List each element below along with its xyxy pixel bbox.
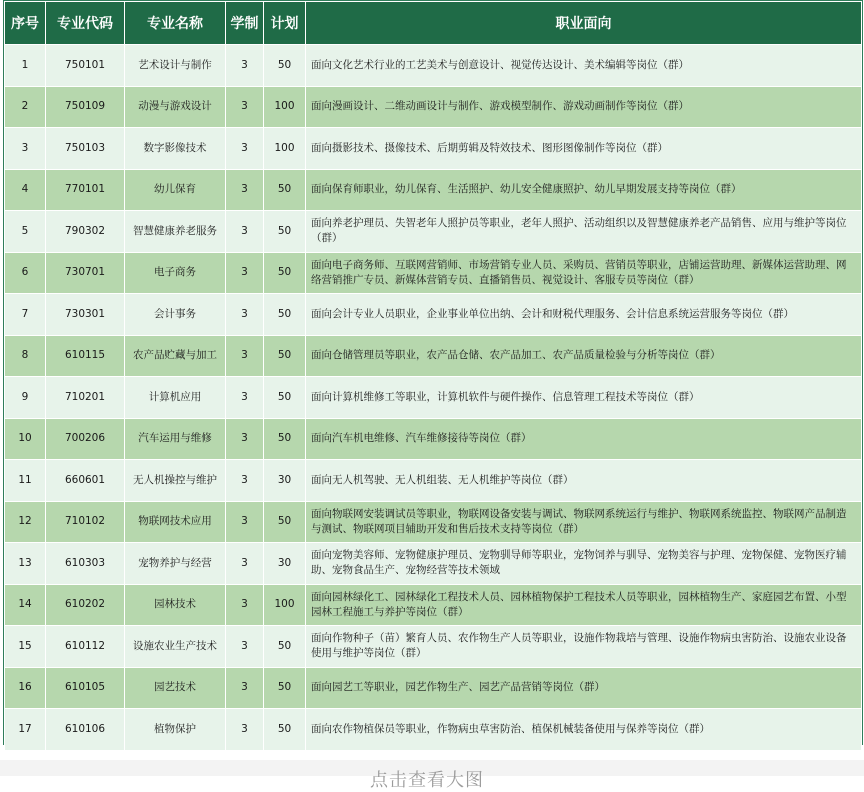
cell-major-name: 植物保护 [125, 709, 226, 751]
cell-career: 面向保育师职业，幼儿保育、生活照护、幼儿安全健康照护、幼儿早期发展支持等岗位（群） [306, 169, 862, 211]
cell-major-name: 智慧健康养老服务 [125, 211, 226, 253]
view-large-image-link[interactable]: 点击查看大图 [370, 770, 484, 791]
cell-no: 8 [5, 335, 46, 377]
cell-major-name: 宠物养护与经营 [125, 543, 226, 585]
cell-career: 面向文化艺术行业的工艺美术与创意设计、视觉传达设计、美术编辑等岗位（群） [306, 45, 862, 87]
cell-years: 3 [226, 45, 264, 87]
cell-no: 17 [5, 709, 46, 751]
cell-code: 610115 [46, 335, 125, 377]
cell-code: 660601 [46, 460, 125, 502]
cell-no: 1 [5, 45, 46, 87]
cell-code: 700206 [46, 418, 125, 460]
cell-major-name: 艺术设计与制作 [125, 45, 226, 87]
cell-major-name: 幼儿保育 [125, 169, 226, 211]
cell-years: 3 [226, 460, 264, 502]
table-header-row [5, 2, 862, 45]
cell-career: 面向园艺工等职业，园艺作物生产、园艺产品营销等岗位（群） [306, 667, 862, 709]
cell-code: 610105 [46, 667, 125, 709]
cell-code: 750109 [46, 86, 125, 128]
table-row [5, 667, 862, 709]
cell-no: 13 [5, 543, 46, 585]
table-row [5, 709, 862, 751]
cell-code: 610303 [46, 543, 125, 585]
cell-no: 7 [5, 294, 46, 336]
table-row [5, 335, 862, 377]
cell-plan: 50 [264, 501, 306, 543]
table-row [5, 128, 862, 170]
header-plan: 计划 [264, 2, 306, 45]
cell-plan: 50 [264, 335, 306, 377]
cell-plan: 50 [264, 294, 306, 336]
cell-plan: 100 [264, 128, 306, 170]
table-row [5, 418, 862, 460]
table-row [5, 211, 862, 253]
cell-years: 3 [226, 335, 264, 377]
cell-major-name: 设施农业生产技术 [125, 626, 226, 668]
cell-no: 14 [5, 584, 46, 626]
enrollment-table-container [3, 0, 863, 745]
cell-no: 16 [5, 667, 46, 709]
cell-no: 5 [5, 211, 46, 253]
cell-plan: 50 [264, 667, 306, 709]
cell-plan: 50 [264, 418, 306, 460]
table-row [5, 377, 862, 419]
cell-no: 6 [5, 252, 46, 294]
cell-plan: 30 [264, 460, 306, 502]
cell-years: 3 [226, 543, 264, 585]
cell-code: 790302 [46, 211, 125, 253]
cell-code: 610112 [46, 626, 125, 668]
cell-code: 770101 [46, 169, 125, 211]
cell-plan: 30 [264, 543, 306, 585]
table-row [5, 626, 862, 668]
table-row [5, 294, 862, 336]
table-row [5, 501, 862, 543]
cell-years: 3 [226, 86, 264, 128]
cell-career: 面向作物种子（苗）繁育人员、农作物生产人员等职业，设施作物栽培与管理、设施作物病虫害防治、设施农业设备使用与维护等岗位（群） [306, 626, 862, 668]
cell-years: 3 [226, 418, 264, 460]
cell-years: 3 [226, 252, 264, 294]
cell-career: 面向汽车机电维修、汽车维修接待等岗位（群） [306, 418, 862, 460]
cell-code: 750101 [46, 45, 125, 87]
cell-major-name: 汽车运用与维修 [125, 418, 226, 460]
cell-plan: 100 [264, 86, 306, 128]
table-row [5, 169, 862, 211]
cell-major-name: 园林技术 [125, 584, 226, 626]
cell-plan: 50 [264, 211, 306, 253]
enrollment-table [4, 1, 862, 751]
header-no: 序号 [5, 2, 46, 45]
table-row [5, 460, 862, 502]
cell-career: 面向计算机维修工等职业，计算机软件与硬件操作、信息管理工程技术等岗位（群） [306, 377, 862, 419]
cell-major-name: 动漫与游戏设计 [125, 86, 226, 128]
cell-plan: 100 [264, 584, 306, 626]
cell-major-name: 物联网技术应用 [125, 501, 226, 543]
cell-no: 4 [5, 169, 46, 211]
cell-career: 面向农作物植保员等职业，作物病虫草害防治、植保机械装备使用与保养等岗位（群） [306, 709, 862, 751]
cell-years: 3 [226, 584, 264, 626]
cell-career: 面向会计专业人员职业，企业事业单位出纳、会计和财税代理服务、会计信息系统运营服务等岗位（群） [306, 294, 862, 336]
cell-major-name: 园艺技术 [125, 667, 226, 709]
cell-career: 面向无人机驾驶、无人机组装、无人机维护等岗位（群） [306, 460, 862, 502]
view-large-image-bar[interactable] [0, 760, 864, 791]
cell-code: 710102 [46, 501, 125, 543]
cell-no: 11 [5, 460, 46, 502]
cell-career: 面向养老护理员、失智老年人照护员等职业，老年人照护、活动组织以及智慧健康养老产品销售、应用与维护等岗位（群） [306, 211, 862, 253]
cell-code: 710201 [46, 377, 125, 419]
cell-plan: 50 [264, 45, 306, 87]
cell-plan: 50 [264, 252, 306, 294]
cell-career: 面向漫画设计、二维动画设计与制作、游戏模型制作、游戏动画制作等岗位（群） [306, 86, 862, 128]
cell-plan: 50 [264, 169, 306, 211]
header-years: 学制 [226, 2, 264, 45]
cell-years: 3 [226, 211, 264, 253]
cell-years: 3 [226, 128, 264, 170]
cell-years: 3 [226, 709, 264, 751]
cell-code: 610202 [46, 584, 125, 626]
cell-years: 3 [226, 501, 264, 543]
cell-career: 面向仓储管理员等职业，农产品仓储、农产品加工、农产品质量检验与分析等岗位（群） [306, 335, 862, 377]
cell-years: 3 [226, 294, 264, 336]
cell-no: 12 [5, 501, 46, 543]
cell-major-name: 无人机操控与维护 [125, 460, 226, 502]
cell-plan: 50 [264, 377, 306, 419]
cell-years: 3 [226, 377, 264, 419]
table-row [5, 584, 862, 626]
cell-career: 面向宠物美容师、宠物健康护理员、宠物驯导师等职业，宠物饲养与驯导、宠物美容与护理、宠物保健、宠物医疗辅助、宠物食品生产、宠物经营等技术领域 [306, 543, 862, 585]
cell-years: 3 [226, 169, 264, 211]
cell-code: 730301 [46, 294, 125, 336]
cell-major-name: 计算机应用 [125, 377, 226, 419]
cell-code: 730701 [46, 252, 125, 294]
cell-plan: 50 [264, 709, 306, 751]
cell-major-name: 电子商务 [125, 252, 226, 294]
cell-career: 面向物联网安装调试员等职业，物联网设备安装与调试、物联网系统运行与维护、物联网系统监控、物联网产品制造与测试、物联网项目辅助开发和售后技术支持等岗位（群） [306, 501, 862, 543]
cell-years: 3 [226, 667, 264, 709]
header-code: 专业代码 [46, 2, 125, 45]
table-row [5, 45, 862, 87]
cell-career: 面向摄影技术、摄像技术、后期剪辑及特效技术、图形图像制作等岗位（群） [306, 128, 862, 170]
cell-major-name: 数字影像技术 [125, 128, 226, 170]
table-row [5, 252, 862, 294]
table-body [5, 45, 862, 751]
cell-career: 面向电子商务师、互联网营销师、市场营销专业人员、采购员、营销员等职业，店铺运营助理、新媒体运营助理、网络营销推广专员、新媒体营销专员、直播销售员、视觉设计、客服专员等岗位（群） [306, 252, 862, 294]
cell-career: 面向园林绿化工、园林绿化工程技术人员、园林植物保护工程技术人员等职业，园林植物生产、家庭园艺布置、小型园林工程施工与养护等岗位（群） [306, 584, 862, 626]
cell-no: 2 [5, 86, 46, 128]
cell-code: 750103 [46, 128, 125, 170]
cell-years: 3 [226, 626, 264, 668]
header-name: 专业名称 [125, 2, 226, 45]
cell-code: 610106 [46, 709, 125, 751]
cell-no: 9 [5, 377, 46, 419]
cell-no: 3 [5, 128, 46, 170]
cell-major-name: 会计事务 [125, 294, 226, 336]
cell-no: 15 [5, 626, 46, 668]
header-career: 职业面向 [306, 2, 862, 45]
table-row [5, 543, 862, 585]
cell-no: 10 [5, 418, 46, 460]
cell-plan: 50 [264, 626, 306, 668]
table-row [5, 86, 862, 128]
cell-major-name: 农产品贮藏与加工 [125, 335, 226, 377]
